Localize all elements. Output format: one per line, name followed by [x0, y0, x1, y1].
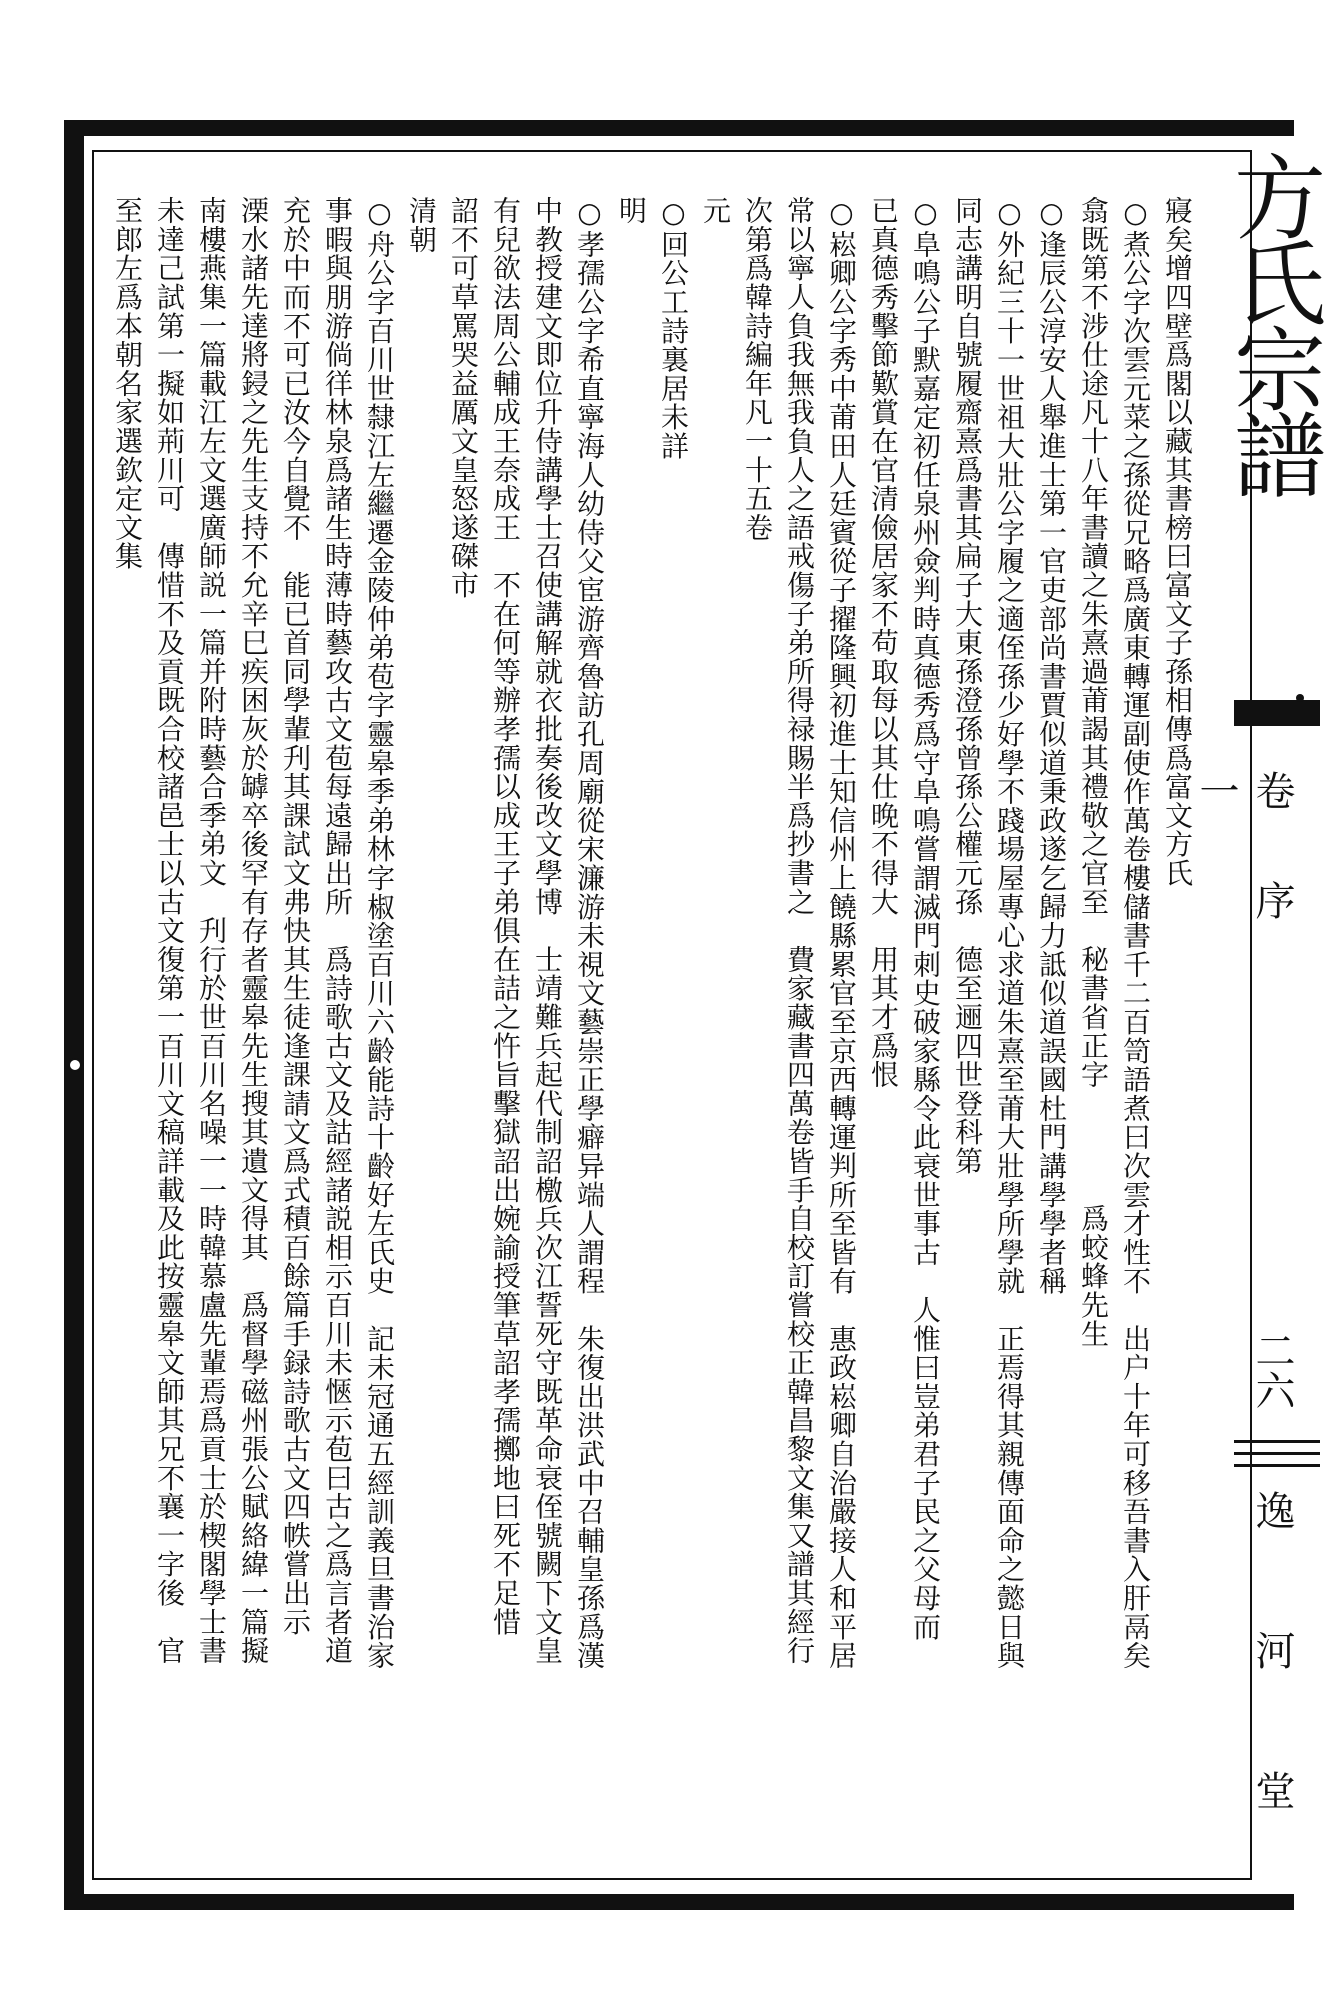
dynasty-heading: 元 — [699, 196, 732, 225]
text-column: 中教授建文即位升侍講學士召使講解就衣批奏後改文學博 士靖難兵起代制詔檄兵次江誓死守既革命衰侄號闕下文皇 — [531, 196, 564, 1665]
book-title: 方氏宗譜 — [1219, 150, 1326, 494]
margin-divider-thick — [1234, 700, 1320, 726]
text-column: 南樓燕集一篇載江左文選廣師説一篇并附時藝合季弟文 刋行於世百川名噪一一時韓慕盧先輩焉爲貢士於楔閣學士書 — [195, 196, 228, 1665]
text-column: 同志講明自號履齋熹爲書其扁子大東孫澄孫曾孫公權元孫 德至逦四世登科第 — [951, 196, 984, 1176]
margin-divider-thin — [1234, 1440, 1320, 1443]
vertical-text-block — [111, 196, 1198, 1826]
hall-name-char: 堂 — [1249, 1770, 1295, 1810]
text-column: 寢矣增四壁爲閣以藏其書榜曰富文子孫相傳爲富文方氏 — [1161, 196, 1194, 888]
binding-hole-mark — [68, 1058, 82, 1072]
text-column: 翕既第不涉仕途凡十八年書讀之朱熹過莆謁其禮敬之官至 秘書省正字 爲蛟蜂先生 — [1077, 196, 1110, 1348]
margin-divider-thin — [1234, 1452, 1320, 1455]
text-column: 詔不可草罵哭益厲文皇怒遂磔市 — [447, 196, 480, 600]
volume-label: 卷一 — [1193, 770, 1295, 810]
hall-name-char: 逸 — [1249, 1490, 1295, 1530]
section-label: 序 — [1249, 880, 1295, 920]
hall-name-char: 河 — [1249, 1630, 1295, 1670]
text-column: ○崧卿公字秀中莆田人廷賓從子擢隆興初進士知信州上饒縣累官至京西轉運判所至皆有 惠政崧卿自治嚴接人和平居 — [825, 196, 858, 1670]
margin-dot — [1296, 694, 1304, 702]
dynasty-heading: 明 — [615, 196, 648, 225]
text-column: 有兒欲法周公輔成王奈成王 不在何等辦孝孺以成王子弟俱在詰之忤旨擊獄詔出婉諭授筆草詔孝孺擲地曰死不足惜 — [489, 196, 522, 1636]
text-column: 充於中而不可已汝今自覺不 能已首同學輩刋其課試文弗快其生徒逢課請文爲式積百餘篇手録詩歌古文四帙嘗出示 — [279, 196, 312, 1636]
text-column: ○外紀三十一世祖大壯公字履之適侄孫少好學不踐場屋專心求道朱熹至莆大壯學所學就 正焉得其親傳面命之懿日與 — [993, 196, 1026, 1670]
text-column: 常以寧人負我無我負人之語戒傷子弟所得禄賜半爲抄書之 費家藏書四萬卷皆手自校訂嘗校正韓昌黎文集又譜其經行 — [783, 196, 816, 1665]
text-column: 至郎左爲本朝名家選欽定文集 — [111, 196, 144, 571]
text-column: ○逢辰公淳安人舉進士第一官吏部尚書賈似道秉政遂乞歸力詆似道誤國杜門講學學者稱 — [1035, 196, 1068, 1296]
text-column: ○煮公字次雲元菜之孫從兄略爲廣東轉運副使作萬卷樓儲書千二百笥語煮曰次雲才性不 出户十年可移吾書入肝鬲矣 — [1119, 196, 1152, 1670]
margin-divider-thin — [1234, 1464, 1320, 1467]
text-column: 溧水諸先達將鋟之先生支持不允辛巳疾困灰於罅卒後罕有存者靈皋先生搜其遺文得其 爲督學磁州張公賦絡緯一篇擬 — [237, 196, 270, 1665]
text-column: 事暇與朋游倘徉林泉爲諸生時薄時藝攻古文苞每遠歸出所 爲詩歌古文及詁經諸説相示百川未愜示苞曰古之爲言者道 — [321, 196, 354, 1665]
text-column: 已真德秀擊節歎賞在官清儉居家不苟取每以其仕晚不得大 用其才爲恨 — [867, 196, 900, 1089]
page-number: 二六 — [1249, 1330, 1295, 1410]
text-column: ○舟公字百川世隸江左繼遷金陵仲弟苞字靈皋季弟林字椒塗百川六齡能詩十齡好左氏史 記未冠通五經訓義旦書治家 — [363, 196, 396, 1670]
text-column: ○回公工詩裏居未詳 — [657, 196, 690, 461]
text-column: ○孝孺公字希直寧海人幼侍父宦游齊魯訪孔周廟從宋濂游未視文藝崇正學癖异端人謂程 朱復出洪武中召輔皇孫爲漢 — [573, 196, 606, 1670]
text-column: ○阜鳴公子默嘉定初任泉州僉判時真德秀爲守阜鳴嘗謂滅門刺史破家縣令此衰世事古 人惟曰豈弟君子民之父母而 — [909, 196, 942, 1641]
dynasty-heading: 清朝 — [405, 196, 438, 254]
text-column: 未達己試第一擬如荊川可 傳惜不及貢既合校諸邑士以古文復第一百川文稿詳載及此按靈皋文師其兄不襄一字後 官 — [153, 196, 186, 1665]
text-column: 次第爲韓詩編年凡一十五卷 — [741, 196, 774, 542]
